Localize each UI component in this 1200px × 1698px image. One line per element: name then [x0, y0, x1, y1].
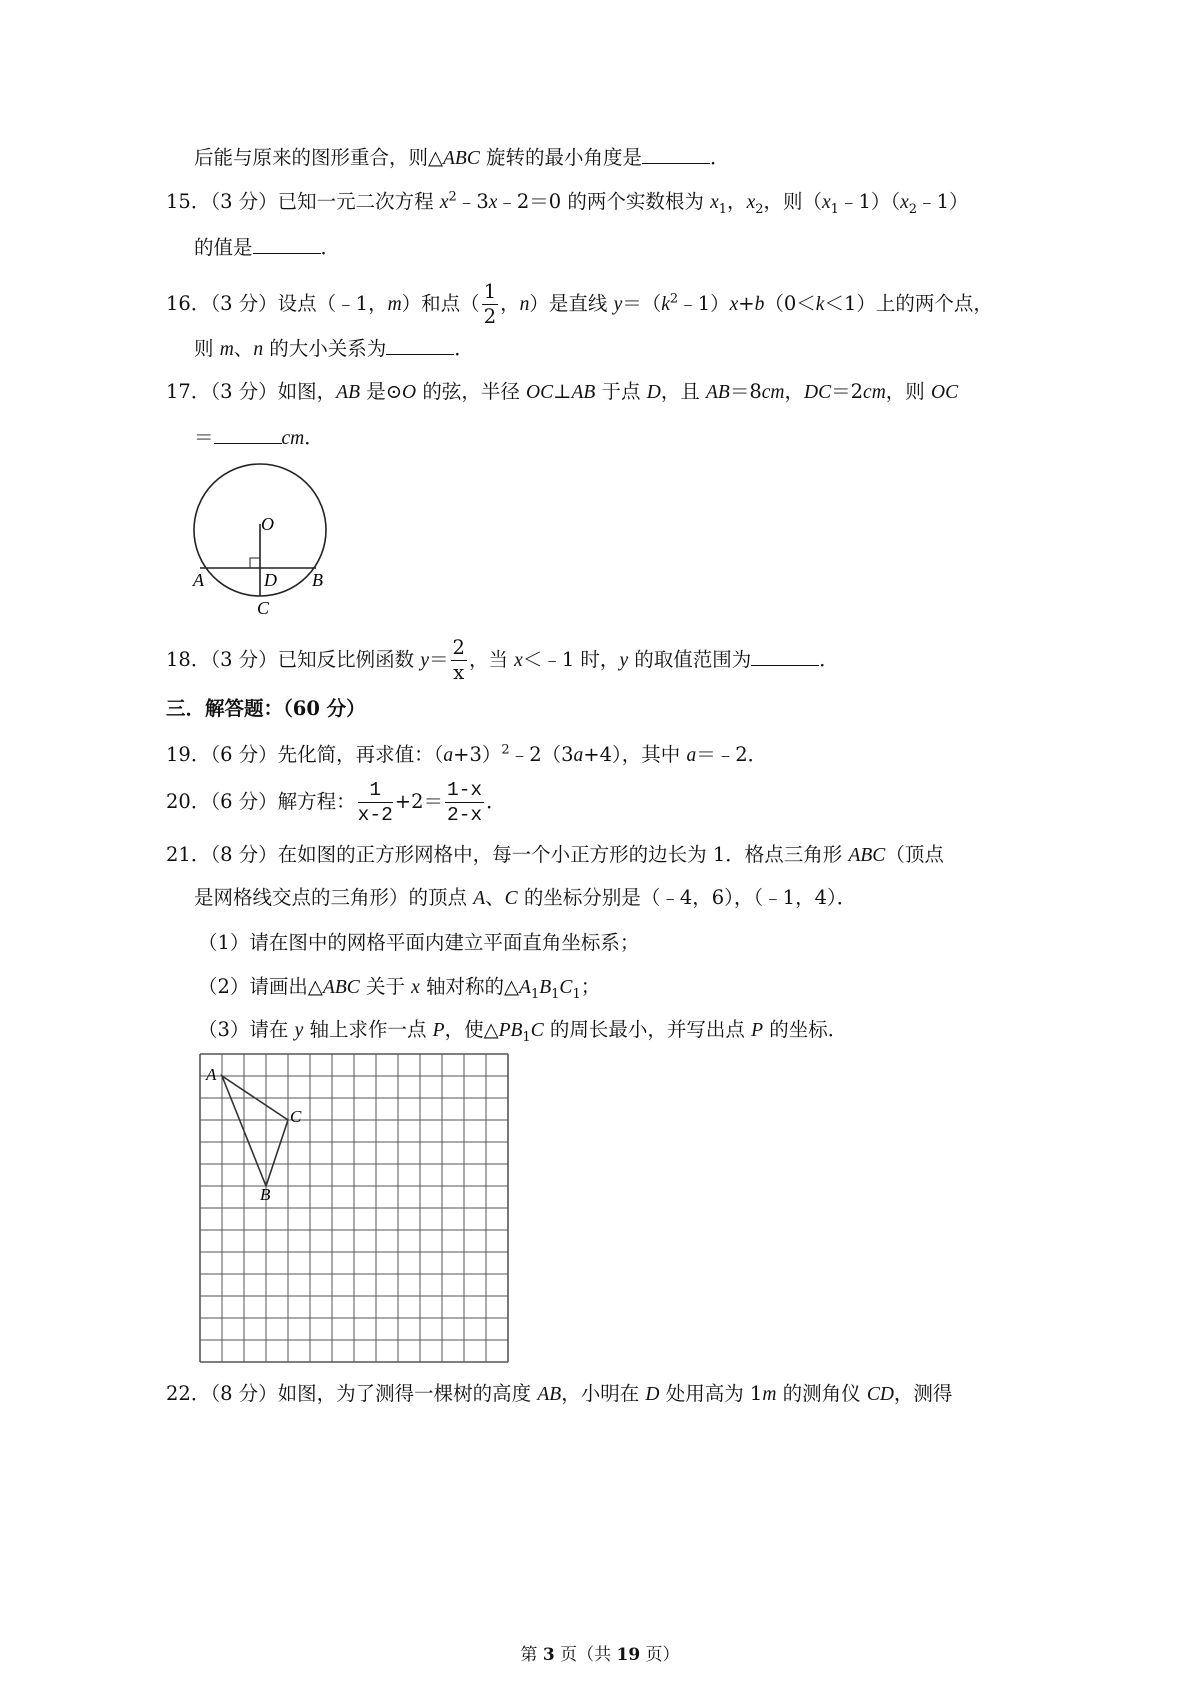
question-16: 16．（3 分）设点（﹣1，m）和点（ $\frac{1}{2}$ ，n）是直线 $y=(k^2﹣1)x+b(0<k<1)$上的两个点，: [166, 280, 993, 328]
fraction-1-over-x-2: $\frac{1}{x-2}$: [357, 779, 393, 826]
fraction-2-over-x: $\frac{2}{x}$: [452, 636, 465, 684]
question-19: 19．（6 分）先化简，再求值：$(a+3)^2﹣2(3a+4)$，其中 a＝﹣2．: [166, 742, 768, 766]
question-21-line2: 是网格线交点的三角形）的顶点 A、C 的坐标分别是（﹣4，6），（﹣1，4）．: [194, 886, 857, 909]
label-c: C: [290, 1107, 302, 1126]
fraction-1-x-over-2-x: $\frac{1-x}{2-x}$: [447, 779, 483, 826]
question-15-line2: 的值是 ．: [194, 233, 340, 262]
question-16-line2: 则 m、n 的大小关系为 ．: [194, 334, 474, 364]
question-21-part3: （3）请在 y 轴上求作一点 P，使$\triangle PB_1C$ 的周长最小，并写出点 P 的坐标．: [198, 1018, 848, 1045]
grid-figure: [198, 1052, 518, 1372]
question-21: 21．（8 分）在如图的正方形网格中，每一个小正方形的边长为 1．格点三角形 ABC（顶点: [166, 843, 944, 866]
answer-blank: [386, 334, 454, 355]
answer-blank: [214, 423, 282, 444]
answer-blank: [751, 645, 819, 666]
label-o: O: [261, 514, 274, 534]
circle-figure: [188, 460, 338, 620]
right-angle-mark: [250, 558, 260, 568]
label-c: C: [257, 598, 270, 618]
grid-lines: [200, 1054, 508, 1362]
section-3-heading: 三．解答题：（60 分）: [166, 697, 366, 720]
question-17-line2: ＝ cm．: [194, 423, 324, 453]
label-d: D: [264, 570, 277, 590]
question-21-part2: （2）请画出△ABC 关于 x 轴对称的$\triangle A_1B_1C_1$；: [198, 975, 601, 1002]
q14-line: 后能与原来的图形重合，则△ABC 旋转的最小角度是 ．: [194, 143, 730, 173]
label-a: A: [206, 1065, 217, 1084]
page-footer: 第 3 页（共 19 页）: [520, 1645, 680, 1665]
fraction-half: $\frac{1}{2}$: [483, 280, 497, 328]
question-22: 22．（8 分）如图，为了测得一棵树的高度 AB，小明在 D 处用高为 1m 的测角仪 CD，测得: [166, 1382, 953, 1405]
question-18: 18．（3 分）已知反比例函数 y＝ $\frac{2}{x}$ ，当 x＜﹣1 时，y 的取值范围为 ．: [166, 636, 839, 684]
question-20: 20．（6 分）解方程： $\frac{1}{x-2}$ +2＝ $\frac{1-x}{2-x}$ ．: [166, 779, 506, 826]
label-b: B: [260, 1185, 271, 1204]
question-17: 17．（3 分）如图，AB 是⊙O 的弦，半径 OC⊥AB 于点 D，且 AB＝8cm，DC＝2cm，则 OC: [166, 380, 959, 403]
triangle-abc: [222, 1076, 288, 1186]
question-21-part1: （1）请在图中的网格平面内建立平面直角坐标系；: [198, 931, 640, 954]
label-a: A: [193, 570, 204, 590]
answer-blank: [642, 143, 710, 164]
question-15: 15．（3 分）已知一元二次方程 $x^2﹣3x﹣2=0$ 的两个实数根为 $x_1$，$x_2$，则$(x_1﹣1)(x_2﹣1)$: [166, 189, 969, 217]
answer-blank: [253, 233, 321, 254]
label-b: B: [312, 570, 323, 590]
